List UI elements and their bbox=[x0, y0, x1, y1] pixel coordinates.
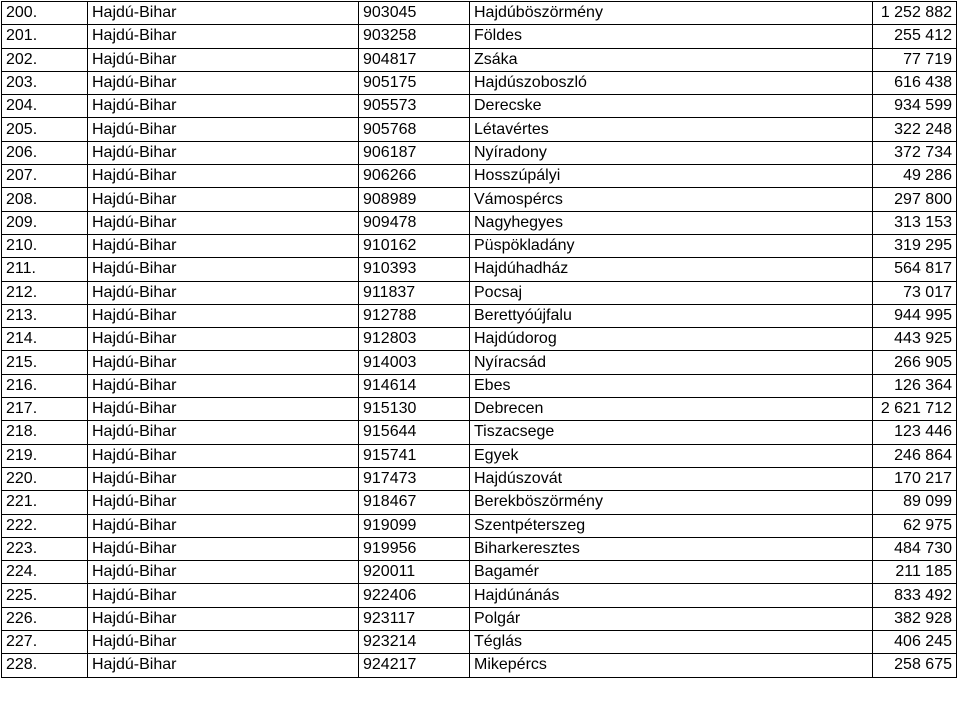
table-row bbox=[2, 421, 957, 444]
code-cell: 903045 bbox=[359, 2, 470, 25]
amount-cell: 934 599 bbox=[873, 95, 957, 118]
code-cell: 910393 bbox=[359, 258, 470, 281]
amount-cell: 616 438 bbox=[873, 71, 957, 94]
table-row bbox=[2, 48, 957, 71]
county-cell: Hajdú-Bihar bbox=[88, 281, 359, 304]
code-cell: 923214 bbox=[359, 631, 470, 654]
table-row bbox=[2, 537, 957, 560]
code-cell: 920011 bbox=[359, 561, 470, 584]
county-cell: Hajdú-Bihar bbox=[88, 631, 359, 654]
row-number-cell: 208. bbox=[2, 188, 88, 211]
city-cell: Hajdúhadház bbox=[470, 258, 873, 281]
county-cell: Hajdú-Bihar bbox=[88, 537, 359, 560]
table-row bbox=[2, 95, 957, 118]
code-cell: 905573 bbox=[359, 95, 470, 118]
row-number-cell: 210. bbox=[2, 234, 88, 257]
amount-cell: 1 252 882 bbox=[873, 2, 957, 25]
city-cell: Ebes bbox=[470, 374, 873, 397]
code-cell: 914003 bbox=[359, 351, 470, 374]
row-number-cell: 226. bbox=[2, 607, 88, 630]
code-cell: 914614 bbox=[359, 374, 470, 397]
row-number-cell: 224. bbox=[2, 561, 88, 584]
row-number-cell: 221. bbox=[2, 491, 88, 514]
amount-cell: 246 864 bbox=[873, 444, 957, 467]
row-number-cell: 227. bbox=[2, 631, 88, 654]
code-cell: 905175 bbox=[359, 71, 470, 94]
table-row bbox=[2, 514, 957, 537]
row-number-cell: 206. bbox=[2, 141, 88, 164]
county-cell: Hajdú-Bihar bbox=[88, 188, 359, 211]
county-cell: Hajdú-Bihar bbox=[88, 2, 359, 25]
table-row bbox=[2, 631, 957, 654]
amount-cell: 255 412 bbox=[873, 25, 957, 48]
city-cell: Derecske bbox=[470, 95, 873, 118]
code-cell: 908989 bbox=[359, 188, 470, 211]
code-cell: 919956 bbox=[359, 537, 470, 560]
table-row bbox=[2, 398, 957, 421]
table-row bbox=[2, 234, 957, 257]
city-cell: Mikepércs bbox=[470, 654, 873, 677]
county-cell: Hajdú-Bihar bbox=[88, 304, 359, 327]
amount-cell: 170 217 bbox=[873, 467, 957, 490]
city-cell: Püspökladány bbox=[470, 234, 873, 257]
table-row bbox=[2, 2, 957, 25]
row-number-cell: 222. bbox=[2, 514, 88, 537]
city-cell: Zsáka bbox=[470, 48, 873, 71]
amount-cell: 833 492 bbox=[873, 584, 957, 607]
code-cell: 918467 bbox=[359, 491, 470, 514]
county-cell: Hajdú-Bihar bbox=[88, 165, 359, 188]
row-number-cell: 200. bbox=[2, 2, 88, 25]
city-cell: Berekböszörmény bbox=[470, 491, 873, 514]
county-cell: Hajdú-Bihar bbox=[88, 351, 359, 374]
row-number-cell: 220. bbox=[2, 467, 88, 490]
county-cell: Hajdú-Bihar bbox=[88, 48, 359, 71]
amount-cell: 77 719 bbox=[873, 48, 957, 71]
city-cell: Hajdúszoboszló bbox=[470, 71, 873, 94]
row-number-cell: 203. bbox=[2, 71, 88, 94]
code-cell: 915644 bbox=[359, 421, 470, 444]
row-number-cell: 213. bbox=[2, 304, 88, 327]
code-cell: 919099 bbox=[359, 514, 470, 537]
code-cell: 906266 bbox=[359, 165, 470, 188]
code-cell: 905768 bbox=[359, 118, 470, 141]
county-cell: Hajdú-Bihar bbox=[88, 467, 359, 490]
city-cell: Hajdúdorog bbox=[470, 328, 873, 351]
table-row bbox=[2, 165, 957, 188]
table-row bbox=[2, 561, 957, 584]
city-cell: Szentpéterszeg bbox=[470, 514, 873, 537]
city-cell: Létavértes bbox=[470, 118, 873, 141]
table-row bbox=[2, 211, 957, 234]
table-row bbox=[2, 374, 957, 397]
city-cell: Hajdúböszörmény bbox=[470, 2, 873, 25]
city-cell: Bagamér bbox=[470, 561, 873, 584]
code-cell: 922406 bbox=[359, 584, 470, 607]
amount-cell: 49 286 bbox=[873, 165, 957, 188]
row-number-cell: 204. bbox=[2, 95, 88, 118]
row-number-cell: 205. bbox=[2, 118, 88, 141]
amount-cell: 382 928 bbox=[873, 607, 957, 630]
table-row bbox=[2, 281, 957, 304]
code-cell: 917473 bbox=[359, 467, 470, 490]
table-body bbox=[2, 2, 957, 678]
county-cell: Hajdú-Bihar bbox=[88, 654, 359, 677]
amount-cell: 564 817 bbox=[873, 258, 957, 281]
city-cell: Polgár bbox=[470, 607, 873, 630]
county-cell: Hajdú-Bihar bbox=[88, 491, 359, 514]
row-number-cell: 216. bbox=[2, 374, 88, 397]
amount-cell: 297 800 bbox=[873, 188, 957, 211]
county-cell: Hajdú-Bihar bbox=[88, 398, 359, 421]
row-number-cell: 223. bbox=[2, 537, 88, 560]
table-row bbox=[2, 25, 957, 48]
amount-cell: 62 975 bbox=[873, 514, 957, 537]
row-number-cell: 211. bbox=[2, 258, 88, 281]
county-cell: Hajdú-Bihar bbox=[88, 374, 359, 397]
amount-cell: 73 017 bbox=[873, 281, 957, 304]
row-number-cell: 225. bbox=[2, 584, 88, 607]
code-cell: 915130 bbox=[359, 398, 470, 421]
code-cell: 912788 bbox=[359, 304, 470, 327]
table-row bbox=[2, 467, 957, 490]
code-cell: 903258 bbox=[359, 25, 470, 48]
table-row bbox=[2, 141, 957, 164]
table-row bbox=[2, 258, 957, 281]
code-cell: 915741 bbox=[359, 444, 470, 467]
city-cell: Hosszúpályi bbox=[470, 165, 873, 188]
city-cell: Pocsaj bbox=[470, 281, 873, 304]
row-number-cell: 202. bbox=[2, 48, 88, 71]
amount-cell: 944 995 bbox=[873, 304, 957, 327]
county-cell: Hajdú-Bihar bbox=[88, 258, 359, 281]
amount-cell: 443 925 bbox=[873, 328, 957, 351]
code-cell: 909478 bbox=[359, 211, 470, 234]
table-row bbox=[2, 188, 957, 211]
city-cell: Vámospércs bbox=[470, 188, 873, 211]
county-cell: Hajdú-Bihar bbox=[88, 71, 359, 94]
table-row bbox=[2, 584, 957, 607]
row-number-cell: 212. bbox=[2, 281, 88, 304]
table-row bbox=[2, 491, 957, 514]
city-cell: Nagyhegyes bbox=[470, 211, 873, 234]
row-number-cell: 201. bbox=[2, 25, 88, 48]
city-cell: Egyek bbox=[470, 444, 873, 467]
table-row bbox=[2, 118, 957, 141]
city-cell: Debrecen bbox=[470, 398, 873, 421]
amount-cell: 2 621 712 bbox=[873, 398, 957, 421]
code-cell: 906187 bbox=[359, 141, 470, 164]
amount-cell: 266 905 bbox=[873, 351, 957, 374]
city-cell: Hajdúszovát bbox=[470, 467, 873, 490]
county-cell: Hajdú-Bihar bbox=[88, 328, 359, 351]
amount-cell: 484 730 bbox=[873, 537, 957, 560]
row-number-cell: 228. bbox=[2, 654, 88, 677]
code-cell: 924217 bbox=[359, 654, 470, 677]
amount-cell: 322 248 bbox=[873, 118, 957, 141]
amount-cell: 319 295 bbox=[873, 234, 957, 257]
code-cell: 910162 bbox=[359, 234, 470, 257]
row-number-cell: 218. bbox=[2, 421, 88, 444]
county-cell: Hajdú-Bihar bbox=[88, 118, 359, 141]
row-number-cell: 219. bbox=[2, 444, 88, 467]
county-cell: Hajdú-Bihar bbox=[88, 95, 359, 118]
city-cell: Téglás bbox=[470, 631, 873, 654]
code-cell: 911837 bbox=[359, 281, 470, 304]
county-cell: Hajdú-Bihar bbox=[88, 584, 359, 607]
table-row bbox=[2, 654, 957, 677]
amount-cell: 89 099 bbox=[873, 491, 957, 514]
amount-cell: 126 364 bbox=[873, 374, 957, 397]
county-cell: Hajdú-Bihar bbox=[88, 444, 359, 467]
row-number-cell: 215. bbox=[2, 351, 88, 374]
code-cell: 904817 bbox=[359, 48, 470, 71]
table-row bbox=[2, 328, 957, 351]
row-number-cell: 217. bbox=[2, 398, 88, 421]
data-table bbox=[1, 1, 957, 678]
county-cell: Hajdú-Bihar bbox=[88, 421, 359, 444]
county-cell: Hajdú-Bihar bbox=[88, 607, 359, 630]
code-cell: 923117 bbox=[359, 607, 470, 630]
amount-cell: 123 446 bbox=[873, 421, 957, 444]
county-cell: Hajdú-Bihar bbox=[88, 25, 359, 48]
city-cell: Berettyóújfalu bbox=[470, 304, 873, 327]
table-row bbox=[2, 351, 957, 374]
city-cell: Tiszacsege bbox=[470, 421, 873, 444]
amount-cell: 372 734 bbox=[873, 141, 957, 164]
city-cell: Nyíracsád bbox=[470, 351, 873, 374]
table-row bbox=[2, 444, 957, 467]
table-row bbox=[2, 607, 957, 630]
city-cell: Földes bbox=[470, 25, 873, 48]
code-cell: 912803 bbox=[359, 328, 470, 351]
row-number-cell: 209. bbox=[2, 211, 88, 234]
county-cell: Hajdú-Bihar bbox=[88, 211, 359, 234]
county-cell: Hajdú-Bihar bbox=[88, 141, 359, 164]
amount-cell: 211 185 bbox=[873, 561, 957, 584]
county-cell: Hajdú-Bihar bbox=[88, 514, 359, 537]
county-cell: Hajdú-Bihar bbox=[88, 561, 359, 584]
table-row bbox=[2, 304, 957, 327]
amount-cell: 313 153 bbox=[873, 211, 957, 234]
row-number-cell: 214. bbox=[2, 328, 88, 351]
county-cell: Hajdú-Bihar bbox=[88, 234, 359, 257]
city-cell: Hajdúnánás bbox=[470, 584, 873, 607]
city-cell: Biharkeresztes bbox=[470, 537, 873, 560]
amount-cell: 406 245 bbox=[873, 631, 957, 654]
city-cell: Nyíradony bbox=[470, 141, 873, 164]
amount-cell: 258 675 bbox=[873, 654, 957, 677]
row-number-cell: 207. bbox=[2, 165, 88, 188]
table-row bbox=[2, 71, 957, 94]
